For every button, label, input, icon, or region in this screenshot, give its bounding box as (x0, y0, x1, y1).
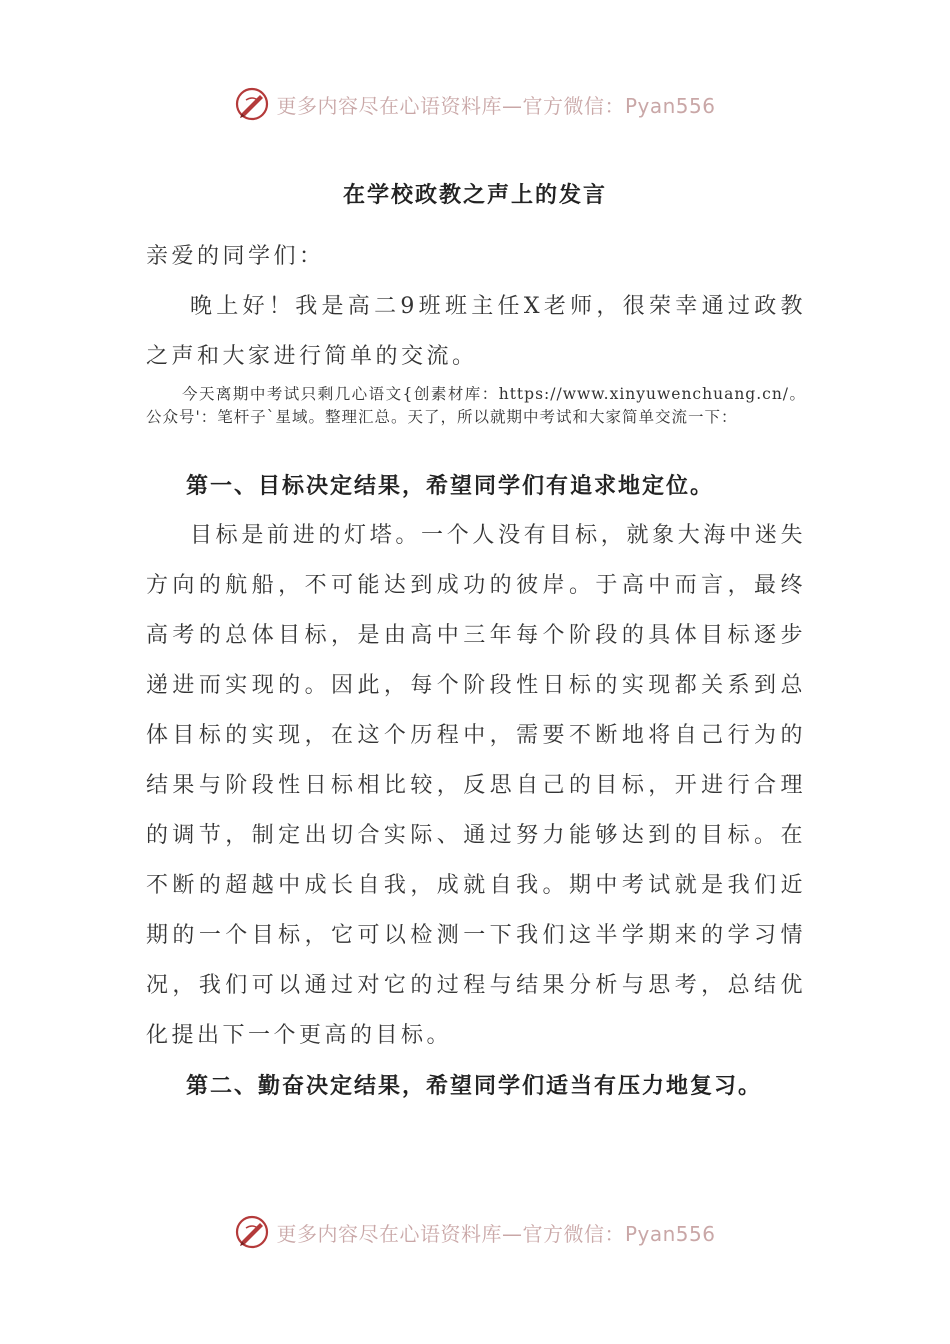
greeting: 亲爱的同学们： (146, 244, 325, 269)
intro-paragraph: 晚上好！我是高二9班班主任X老师，很荣幸通过政教之声和大家进行简单的交流。 (146, 294, 806, 369)
section-heading-1: 第一、目标决定结果，希望同学们有追求地定位。 (186, 473, 715, 499)
page-title: 在学校政教之声上的发言 (342, 182, 607, 208)
pen-logo-icon (234, 1214, 270, 1250)
header-watermark (0, 84, 950, 124)
section-heading-2: 第二、勤奋决定结果，希望同学们适当有压力地复习。 (186, 1073, 763, 1099)
pen-logo-icon (234, 86, 270, 122)
source-note: 今天离期中考试只剩几心语文{创素材库：https://www.xinyuwenchuang.cn/。公众号'：笔杆子`星域。整理汇总。天了，所以就期中考试和大家简单交流一下： (146, 385, 806, 426)
watermark-text: 更多内容尽在心语资料库—官方微信：Pyan556 (276, 93, 716, 118)
section-1-paragraph: 目标是前进的灯塔。一个人没有目标，就象大海中迷失方向的航船，不可能达到成功的彼岸。于高中而言，最终高考的总体目标，是由高中三年每个阶段的具体目标逐步递进而实现的。因此，每个阶段性日标的实现都关系到总体目标的实现，在这个历程中，需要不断地将自己行为的结果与阶段性日标相比较，反思自己的目标，开进行合理的调节，制定出切合实际、通过努力能够达到的目标。在不断的超越中成长自我，成就自我。期中考试就是我们近期的一个目标，它可以检测一下我们这半学期来的学习情况，我们可以通过对它的过程与结果分析与思考，总结优化提出下一个更高的目标。 (146, 523, 806, 1048)
footer-watermark (0, 1212, 950, 1252)
watermark-text: 更多内容尽在心语资料库—官方微信：Pyan556 (276, 1221, 716, 1246)
